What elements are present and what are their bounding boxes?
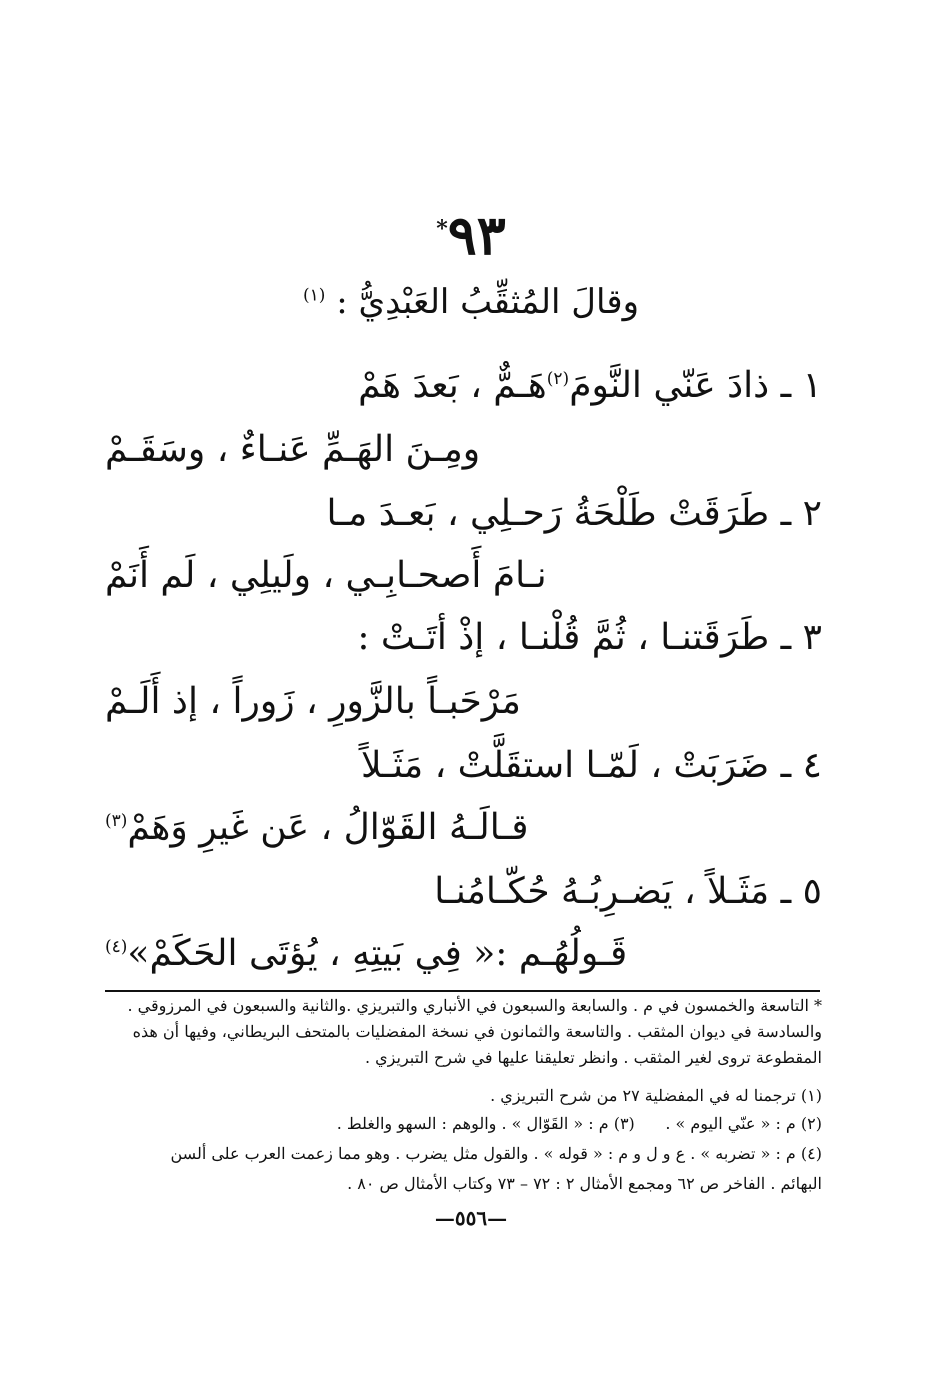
poem-number <box>0 205 942 265</box>
page-number: —٥٥٦— <box>434 1206 508 1230</box>
verse-2-sadr <box>326 486 822 542</box>
verse-4-sadr-text: ٤ ـ ضَرَبَتْ ، لَمّـا استقَلَّتْ ، مَثَـلاً <box>360 745 822 786</box>
verse-4-ajuz-text: قـالَـهُ القَوّالُ ، عَن غَيرِ وَهَمْ <box>127 807 529 848</box>
footnote-2-3 <box>102 1113 822 1135</box>
verse-1-ajuz <box>105 422 480 478</box>
footnote-3: (٣) م : « القَوّال » . والوهم : السهو والغلط . <box>336 1114 635 1133</box>
verse-2-ajuz <box>105 548 547 604</box>
verse-1-footnote-ref: (٢) <box>546 369 570 389</box>
verse-1-sadr <box>358 358 822 414</box>
verse-3-ajuz <box>105 674 521 730</box>
verse-4-footnote-ref: (٣) <box>105 811 128 831</box>
verse-3-sadr <box>357 610 822 666</box>
poem-number-mark: * <box>436 216 448 242</box>
verse-5-sadr <box>434 864 822 920</box>
footnote-general-line-1: * التاسعة والخمسون في م . والسابعة والسبعون في الأنباري والتبريزي .والثانية والسبعون في المرزوقي . <box>127 996 822 1015</box>
verse-1-ajuz-text: ومِـنَ الهَـمِّ عَنـاءٌ ، وسَقَـمْ <box>105 429 481 470</box>
footnote-general-line-3: المقطوعة تروى لغير المثقب . وانظر تعليقنا عليها في شرح التبريزي . <box>364 1048 822 1067</box>
intro-text: وقالَ المُثقِّبُ العَبْدِيُّ : <box>336 282 640 322</box>
verse-5-ajuz <box>105 926 627 982</box>
verse-1-sadr-rest: هَـمٌّ ، بَعدَ هَمْ <box>358 365 547 406</box>
verse-2-ajuz-text: نـامَ أَصحـابِـي ، ولَيلِي ، لَم أَنَمْ <box>105 555 547 596</box>
verse-1-sadr-text: ١ ـ ذادَ عَنّي النَّومَ <box>569 365 822 406</box>
footnote-general-line-2: والسادسة في ديوان المثقب . والتاسعة والثمانون في نسخة المفضليات بالمتحف البريطاني، وفيها أن هذه <box>132 1022 822 1041</box>
footnote-divider <box>105 990 820 992</box>
verse-5-ajuz-text: قَـولُهُـم :« فِي بَيتِهِ ، يُؤتَى الحَكَمْ» <box>127 933 628 974</box>
verse-2-sadr-text: ٢ ـ طَرَقَتْ طَلْحَةُ رَحـلِي ، بَعـدَ مـا <box>326 493 822 534</box>
intro-footnote-ref: (١) <box>302 285 326 306</box>
footnote-2: (٢) م : « عنّي اليوم » . <box>665 1114 822 1133</box>
footnote-1: (١) ترجمنا له في المفضلية ٢٧ من شرح التبريزي . <box>490 1086 822 1105</box>
verse-5-footnote-ref: (٤) <box>105 937 128 957</box>
poem-number-value: ٩٣ <box>447 203 506 267</box>
verse-5-sadr-text: ٥ ـ مَثَـلاً ، يَضـرِبُـهُ حُكّـامُنـا <box>434 871 822 912</box>
verse-4-ajuz <box>105 800 529 856</box>
verse-3-sadr-text: ٣ ـ طَرَقَتنـا ، ثُمَّ قُلْنـا ، إذْ أتَـتْ : <box>357 617 822 658</box>
verse-4-sadr <box>361 738 822 794</box>
footnote-4-line-1: (٤) م : « تضربه » . ع و ل و م : « قوله » . والقول مثل يضرب . وهو مما زعمت العرب على ألسن <box>170 1144 822 1163</box>
verse-3-ajuz-text: مَرْحَبـاً بالزَّورِ ، زَوراً ، إذ أَلَـمْ <box>105 681 521 722</box>
footnote-4-line-2: البهائم . الفاخر ص ٦٢ ومجمع الأمثال ٢ : ٧٢ – ٧٣ وكتاب الأمثال ص ٨٠ . <box>347 1174 822 1193</box>
poem-intro <box>0 278 942 326</box>
